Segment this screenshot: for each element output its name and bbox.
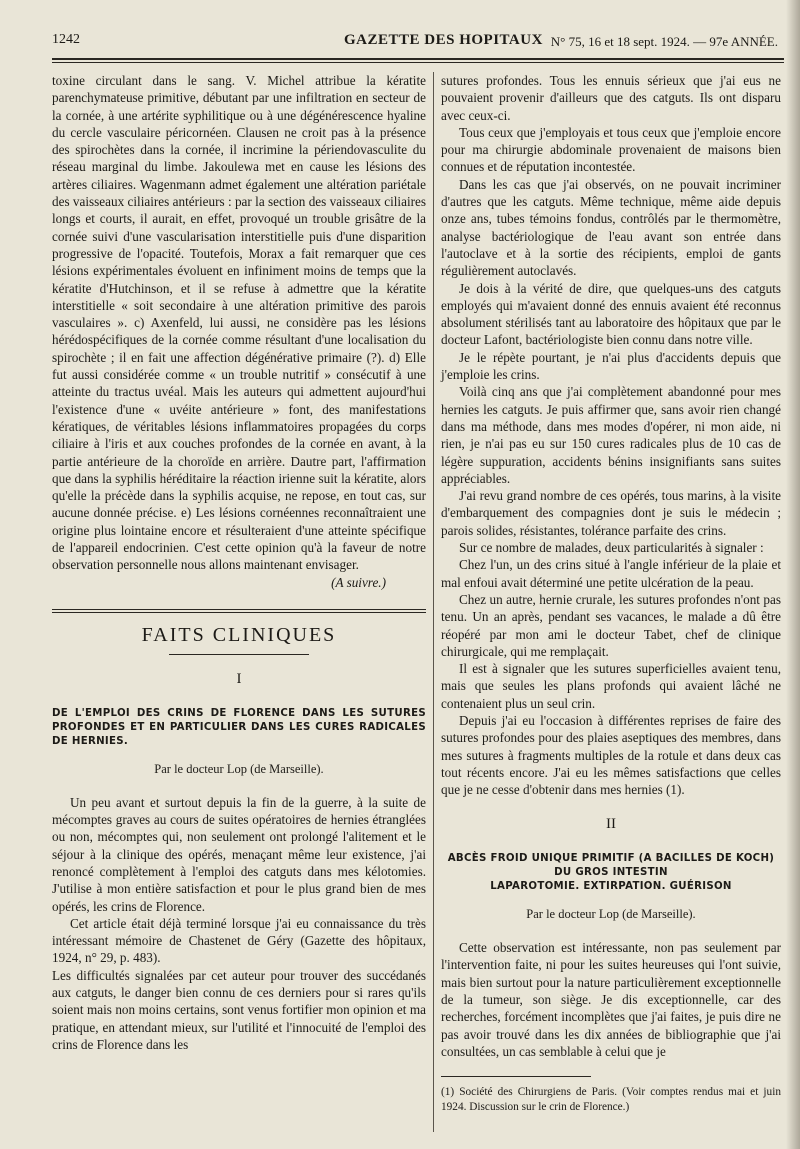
journal-title: GAZETTE DES HOPITAUX <box>344 32 543 48</box>
right-paragraph: Chez l'un, un des crins situé à l'angle inférieur de la plaie et mal enfoui avait déterminé une petite ulcération de la peau. <box>441 557 781 590</box>
page-fold-shadow <box>786 0 800 1149</box>
footnote: (1) Société des Chirurgiens de Paris. (Voir comptes rendus mai et juin 1924. Discussion sur le crin de Florence.) <box>441 1086 781 1113</box>
article-byline: Par le docteur Lop (de Marseille). <box>526 906 696 921</box>
right-paragraph: sutures profondes. Tous les ennuis sérieux que j'ai eus ne pouvaient provenir d'ailleurs que des catguts. Ils ont disparu avec ceux-ci. <box>441 73 781 123</box>
footnote-rule <box>441 1076 591 1077</box>
right-paragraph: Tous ceux que j'employais et tous ceux que j'emploie encore pour ma chirurgie abdominale provenaient de maisons bien connues et de réputation incontestée. <box>441 124 781 175</box>
left-paragraph: toxine circulant dans le sang. V. Michel attribue la kératite parenchymateuse primitive, débutant par une infiltration en secteur de la cornée, à une artérite syphilitique ou à une dégénérescence hyaline du cercle vasculaire péricornéen. Clausen ne croit pas à la présence des spirochètes dans la cornée, il incrimine la périendovasculite du réseau marginal du limbe. Jakoulewa met en cause les lésions des artères ciliaires. Wagenmann admet également une altération pariétale des vaisseaux ciliaires antérieurs : par la section des vaisseaux ciliaires longs et courts, il aurait, en effet, provoqué un trouble grisâtre de la cornée suivi d'une vascularisation interstitielle puis d'une disparition progressive de l'opacité. Toutefois, Morax a fait remarquer que ces lésions expérimentales évoluent en infiniment moins de temps que la kératite d'Hutchinson, et il se refuse à admettre que la kératite interstitielle « soit secondaire à une altération primitive des parois vasculaires ». c) Axenfeld, lui aussi, ne considère pas les lésions hérédospécifiques de la cornée comme résultant d'une localisation du spirochète ; il en fait une affection dégénérative primaire (?). d) Elle fut aussi considérée comme « un trouble nutritif » consécutif à une atteinte du tractus uvéal. Mais les auteurs qui admettent aujourd'hui l'existence d'une « uvéite antérieure » font, des manifestations kératiques, de véritables lésions inflammatoires propagées du corps ciliaire à l'iris et aux couches profondes de la cornée en avant, à la partie antérieure de la choroïde en arrière. Dautre part, l'affirmation que dans la syphilis héréditaire la réaction irienne suit la kératite, alors qu'elle la précède dans la syphilis acquise, ne repose, en tout cas, sur aucune donnée précise. e) Les lésions cornéennes reconnaîtraient une origine plus lointaine encore et résulteraient d'une atteinte spécifique de l'appareil endocrinien. C'est cette opinion qu'à la faveur de notre observation personnelle nous allons maintenant envisager. <box>52 73 426 573</box>
article-title-line: ABCÈS FROID UNIQUE PRIMITIF (A BACILLES DE KOCH) <box>447 852 775 864</box>
article-title-line: DU GROS INTESTIN <box>554 866 668 878</box>
right-paragraph: Il est à signaler que les sutures superficielles avaient tenu, mais que seules les plans profonds qui avaient lâché ne contenaient plus un seul crin. <box>441 661 781 711</box>
to-be-continued: (A suivre.) <box>331 574 386 590</box>
article-title-line: LAPAROTOMIE. EXTIRPATION. GUÉRISON <box>490 880 732 892</box>
article-title: DE L'EMPLOI DES CRINS DE FLORENCE DANS LES SUTURES PROFONDES ET EN PARTICULIER DANS LES CURES RADICALES DE HERNIES. <box>52 707 426 747</box>
section-rule-thin <box>52 612 426 613</box>
right-paragraph: Sur ce nombre de malades, deux particularités à signaler : <box>459 540 764 556</box>
section-rule <box>52 609 426 610</box>
article-numeral: II <box>606 816 616 833</box>
right-paragraph: Dans les cas que j'ai observés, on ne pouvait incriminer d'autres que les catguts. Même technique, même aide depuis onze ans, tubes témoins fondus, contrôlés par le thermomètre, analyse bactériologique de l'eau avant son entrée dans l'autoclave et à la sortie des récipients, emploi de gants régulièrement autoclavés. <box>441 176 781 279</box>
article-paragraph: Un peu avant et surtout depuis la fin de la guerre, à la suite de mécomptes graves au cours de suites opératoires de hernies étranglées ou non, mécomptes qui, non seulement ont prolongé l'alitement et le séjour à la clinique des opérés, menaçant même leur existence, j'ai renoncé complètement à l'emploi des catguts dans mes kélotomies. J'utilise à mon entière satisfaction et pour le plus grand bien de mes opérés, les crins de Florence. <box>52 794 426 914</box>
issue-info: N° 75, 16 et 18 sept. 1924. — 97e ANNÉE. <box>550 34 778 49</box>
page-number: 1242 <box>52 32 80 47</box>
article-paragraph: Cet article était déjà terminé lorsque j'ai eu connaissance du très intéressant mémoire de Chastenet de Géry (Gazette des hôpitaux, 1924, n° 29, p. 483). <box>52 915 426 966</box>
right-paragraph: Je le répète pourtant, je n'ai plus d'accidents depuis que j'emploie les crins. <box>441 349 781 383</box>
article-numeral: I <box>236 671 242 688</box>
right-column <box>441 72 781 1114</box>
right-paragraph: Chez un autre, hernie crurale, les sutures profondes n'ont pas tenu. Un an après, pendant ses vacances, le malade a dû être réopéré par mon ami le docteur Tabet, chef de clinique chirurgicale, qui me remplaçait. <box>441 591 781 659</box>
article-paragraph: Cette observation est intéressante, non pas seulement par l'intervention faite, ni pour les suites heureuses qui l'ont suivie, mais bien surtout pour la nature particulièrement exceptionnelle de la tumeur, son siège. Je dis exceptionnelle, car des recherches, forcément incomplètes que j'ai faites, je puis dire ne pas avoir trouvé dans les dix années de bibliographie que j'ai consultées, un cas semblable à celui que je <box>441 940 781 1059</box>
right-paragraph: J'ai revu grand nombre de ces opérés, tous marins, à la visite d'embarquement des compagnies dont je suis le médecin ; parois solides, résistantes, tolérance parfaite des crins. <box>441 488 781 538</box>
header-rule <box>52 58 784 60</box>
header-rule-thin <box>52 62 784 63</box>
right-paragraph: Voilà cinq ans que j'ai complètement abandonné pour mes hernies les catguts. Je puis affirmer que, sans avoir rien changé dans ma méthode, dans mes modes d'opérer, ni mon aide, ni rien, je n'ai pas eu sur 150 cures radicales plus de 10 cas de légère suppuration, accidents bénins insignifiants sans suites appréciables. <box>441 384 781 486</box>
right-paragraph: Je dois à la vérité de dire, que quelques-uns des catguts employés qui m'avaient donné des ennuis avaient été reconnus absolument stérilisés tant au laboratoire des hôpitaux que par le docteur Lafont, bactériologiste bien connu dans notre ville. <box>441 280 781 348</box>
section-title: FAITS CLINIQUES <box>141 623 337 646</box>
section-short-rule <box>169 654 309 655</box>
page-header <box>52 30 782 54</box>
article-byline: Par le docteur Lop (de Marseille). <box>154 761 324 776</box>
left-column <box>52 72 426 1053</box>
article-title <box>441 852 781 894</box>
article-paragraph: Les difficultés signalées par cet auteur pour trouver des succédanés aux catguts, le danger bien connu de ces derniers pour si rares qu'ils soient mais non moins certains, sont venus fortifier mon opinion et ma pratique, en attendant mieux, sur l'utilité et l'innocuité de l'emploi des crins de Florence dans les <box>52 967 426 1052</box>
right-paragraph: Depuis j'ai eu l'occasion à différentes reprises de faire des sutures profondes pour des plaies aseptiques des membres, dans mes sutures à fragments multiples de la rotule et dans deux cas tout récents encore. J'ai eu les mêmes satisfactions que celles que je ne cesse d'obtenir dans mes hernies (1). <box>441 712 781 798</box>
column-divider <box>433 72 434 1132</box>
